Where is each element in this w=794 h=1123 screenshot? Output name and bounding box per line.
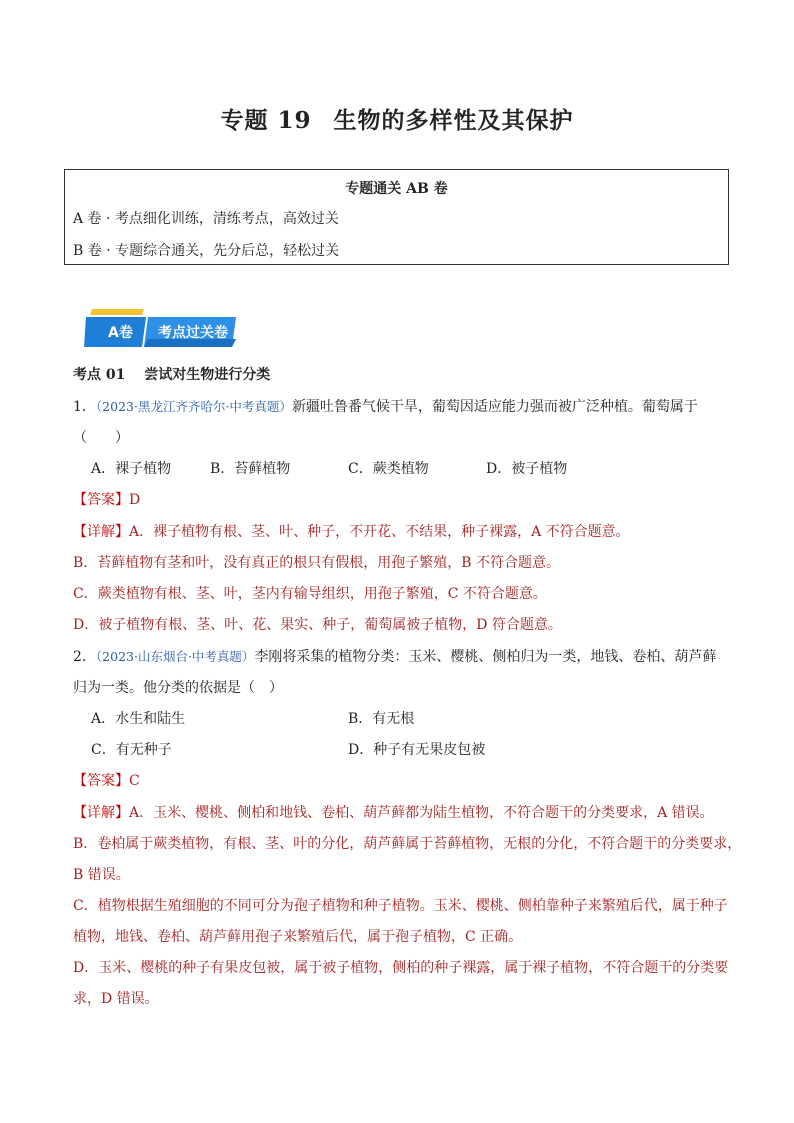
q2-option-c: C．有无种子 <box>91 742 172 758</box>
q2-detail-0: 【详解】A．玉米、樱桃、侧柏和地钱、卷柏、葫芦藓都为陆生植物，不符合题干的分类要求，A 错误。 <box>73 805 714 821</box>
q1-stem-line1: 1．（2023·黑龙江齐齐哈尔·中考真题）新疆吐鲁番气候干旱，葡萄因适应能力强而被广泛种植。葡萄属于 <box>73 399 698 415</box>
intro-box-heading: 专题通关 AB 卷 <box>345 181 448 197</box>
q1-source: （2023·黑龙江齐齐哈尔·中考真题） <box>95 399 292 414</box>
q1-option-a: A．裸子植物 <box>91 461 172 477</box>
page-title: 专题 19 生物的多样性及其保护 <box>220 107 574 134</box>
section-badge <box>84 309 236 349</box>
badge-right-text: 考点过关卷 <box>158 325 228 341</box>
q1-detail-3: D．被子植物有根、茎、叶、花、果实、种子，葡萄属被子植物，D 符合题意。 <box>73 617 562 633</box>
q1-answer: 【答案】D <box>73 492 141 508</box>
q2-detail-3: C．植物根据生殖细胞的不同可分为孢子植物和种子植物。玉米、樱桃、侧柏靠种子来繁殖后代，属于种子 <box>73 898 728 914</box>
intro-box <box>64 169 729 265</box>
q2-detail-4: 植物，地钱、卷柏、葫芦藓用孢子来繁殖后代，属于孢子植物，C 正确。 <box>73 929 523 945</box>
intro-line-b: B 卷 · 专题综合通关，先分后总，轻松过关 <box>73 243 340 259</box>
q2-option-d: D．种子有无果皮包被 <box>348 742 486 758</box>
q1-detail-2: C．蕨类植物有根、茎、叶，茎内有输导组织，用孢子繁殖，C 不符合题意。 <box>73 586 547 602</box>
q2-source: （2023·山东烟台·中考真题） <box>95 649 255 664</box>
q1-option-c: C．蕨类植物 <box>348 461 429 477</box>
q2-stem-line2: 归为一类。他分类的依据是（ ） <box>73 680 283 696</box>
q1-detail-0: 【详解】A．裸子植物有根、茎、叶、种子，不开花、不结果，种子裸露，A 不符合题意。 <box>73 524 630 540</box>
q2-option-a: A．水生和陆生 <box>91 711 186 727</box>
q2-stem-line1: 2．（2023·山东烟台·中考真题）李刚将采集的植物分类：玉米、樱桃、侧柏归为一类，地钱、卷柏、葫芦藓 <box>73 649 717 665</box>
section-heading: 考点 01 尝试对生物进行分类 <box>73 367 271 383</box>
intro-line-a: A 卷 · 考点细化训练，清练考点，高效过关 <box>73 211 339 227</box>
q2-option-b: B．有无根 <box>348 711 415 727</box>
q2-detail-5: D．玉米、樱桃的种子有果皮包被，属于被子植物，侧柏的种子裸露，属于裸子植物，不符合题干的分类要 <box>73 960 729 976</box>
q1-option-b: B．苔藓植物 <box>210 461 291 477</box>
badge-left-text: A卷 <box>108 325 133 341</box>
q2-detail-6: 求，D 错误。 <box>73 991 159 1007</box>
q2-detail-2: B 错误。 <box>73 867 130 883</box>
q1-stem-line2: （ ） <box>73 430 129 446</box>
q2-detail-1: B．卷柏属于蕨类植物，有根、茎、叶的分化，葫芦藓属于苔藓植物，无根的分化，不符合题干的分类要求， <box>73 836 742 852</box>
q2-answer: 【答案】C <box>73 773 140 789</box>
q1-option-d: D．被子植物 <box>486 461 568 477</box>
q1-detail-1: B．苔藓植物有茎和叶，没有真正的根只有假根，用孢子繁殖，B 不符合题意。 <box>73 555 561 571</box>
